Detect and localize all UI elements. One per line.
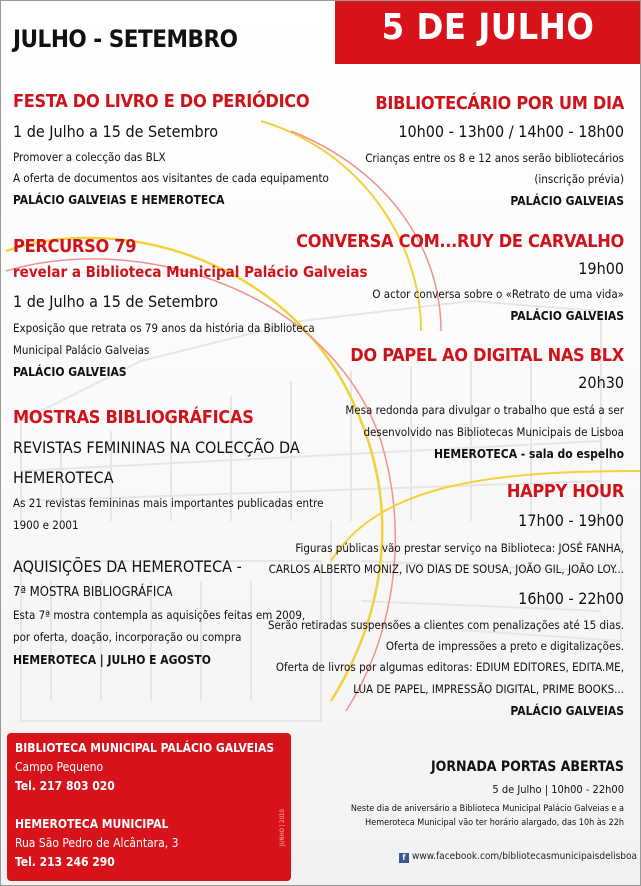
bibliotecario-time: 10h00 - 13h00 / 14h00 - 18h00 [398,122,624,141]
percurso-subtitle: revelar a Biblioteca Municipal Palácio Galveias [13,263,368,281]
jornada-line1: Neste dia de aniversário a Biblioteca Municipal Palácio Galveias e a [350,804,624,814]
mostras-place: HEMEROTECA | JULHO E AGOSTO [13,653,211,667]
happy-time1: 17h00 - 19h00 [518,511,624,530]
mostras-heading3: AQUISIÇÕES DA HEMEROTECA - [13,557,242,576]
papel-line2: desenvolvido nas Bibliotecas Municipais de Lisboa [363,425,624,439]
contacts-box [7,733,291,881]
facebook-link[interactable] [399,851,637,863]
bibliotecario-title: BIBLIOTECÁRIO POR UM DIA [375,93,624,114]
mostras-heading4: 7ª MOSTRA BIBLIOGRÁFICA [13,585,173,600]
mostras-title: MOSTRAS BIBLIOGRÁFICAS [13,407,254,428]
percurso-place: PALÁCIO GALVEIAS [13,365,127,379]
mostras-line4: por oferta, doação, incorporação ou compra [13,630,242,644]
happy-line6: LUA DE PAPEL, IMPRESSÃO DIGITAL, PRIME BOOKS... [353,682,624,696]
jornada-title: JORNADA PORTAS ABERTAS [430,759,624,775]
happy-time2: 16h00 - 22h00 [518,589,624,608]
festa-title: FESTA DO LIVRO E DO PERIÓDICO [13,91,310,112]
mostras-line3: Esta 7ª mostra contempla as aquisições feitas em 2009, [13,608,306,622]
bibliotecario-line2: (inscrição prévia) [534,172,624,186]
lib1-name: BIBLIOTECA MUNICIPAL PALÁCIO GALVEIAS [15,741,275,755]
jornada-line2: Hemeroteca Municipal vão ter horário alargado, das 10h às 22h [365,818,624,828]
festa-dates: 1 de Julho a 15 de Setembro [13,122,219,141]
facebook-url: www.facebook.com/bibliotecasmunicipaisdelisboa [412,851,638,862]
happy-line4: Oferta de impressões a preto e digitalizações. [385,639,624,653]
percurso-title: PERCURSO 79 [13,236,137,257]
lib2-address: Rua São Pedro de Alcântara, 3 [15,836,179,850]
conversa-title: CONVERSA COM...RUY DE CARVALHO [296,231,624,252]
papel-line1: Mesa redonda para divulgar o trabalho que está a ser [345,403,624,417]
lib2-phone: Tel. 213 246 290 [15,855,115,869]
mostras-line1: As 21 revistas femininas mais importantes publicadas entre [13,496,324,510]
papel-title: DO PAPEL AO DIGITAL NAS BLX [350,345,624,366]
mostras-line2: 1900 e 2001 [13,518,79,532]
mostras-heading2: HEMEROTECA [13,468,114,487]
conversa-line1: O actor conversa sobre o «Retrato de uma vida» [372,287,624,301]
jornada-time: 5 de Julho | 10h00 - 22h00 [492,783,624,796]
percurso-dates: 1 de Julho a 15 de Setembro [13,292,219,311]
vertical-date-note: JUNHO | 2010 [279,809,286,846]
bibliotecario-place: PALÁCIO GALVEIAS [510,194,624,208]
period-heading: JULHO - SETEMBRO [13,25,238,53]
happy-line1: Figuras públicas vão prestar serviço na Biblioteca: JOSÉ FANHA, [295,541,624,555]
conversa-place: PALÁCIO GALVEIAS [510,309,624,323]
mostras-heading1: REVISTAS FEMININAS NA COLECÇÃO DA [13,438,300,457]
bibliotecario-line1: Crianças entre os 8 e 12 anos serão bibliotecários [365,151,624,165]
festa-line1: Promover a colecção das BLX [13,150,166,164]
percurso-line2: Municipal Palácio Galveias [13,343,150,357]
festa-place: PALÁCIO GALVEIAS E HEMEROTECA [13,193,225,207]
happy-line3: Serão retiradas suspensões a clientes com penalizações até 15 dias. [267,618,624,632]
papel-place: HEMEROTECA - sala do espelho [434,447,624,461]
conversa-time: 19h00 [578,259,624,278]
date-banner-text: 5 DE JULHO [381,7,595,48]
lib1-phone: Tel. 217 803 020 [15,779,115,793]
happy-place: PALÁCIO GALVEIAS [510,704,624,718]
facebook-icon: f [399,853,409,863]
lib1-address: Campo Pequeno [15,760,104,774]
papel-time: 20h30 [578,373,624,392]
percurso-line1: Exposição que retrata os 79 anos da história da Biblioteca [13,321,315,335]
happy-line5: Oferta de livros por algumas editoras: EDIUM EDITORES, EDITA.ME, [275,660,624,674]
happy-title: HAPPY HOUR [506,481,624,502]
lib2-name: HEMEROTECA MUNICIPAL [15,817,169,831]
happy-line2: CARLOS ALBERTO MONIZ, IVO DIAS DE SOUSA, JOÃO GIL, JOÃO LOY... [268,562,624,576]
festa-line2: A oferta de documentos aos visitantes de cada equipamento [13,171,329,185]
date-banner [335,1,641,64]
